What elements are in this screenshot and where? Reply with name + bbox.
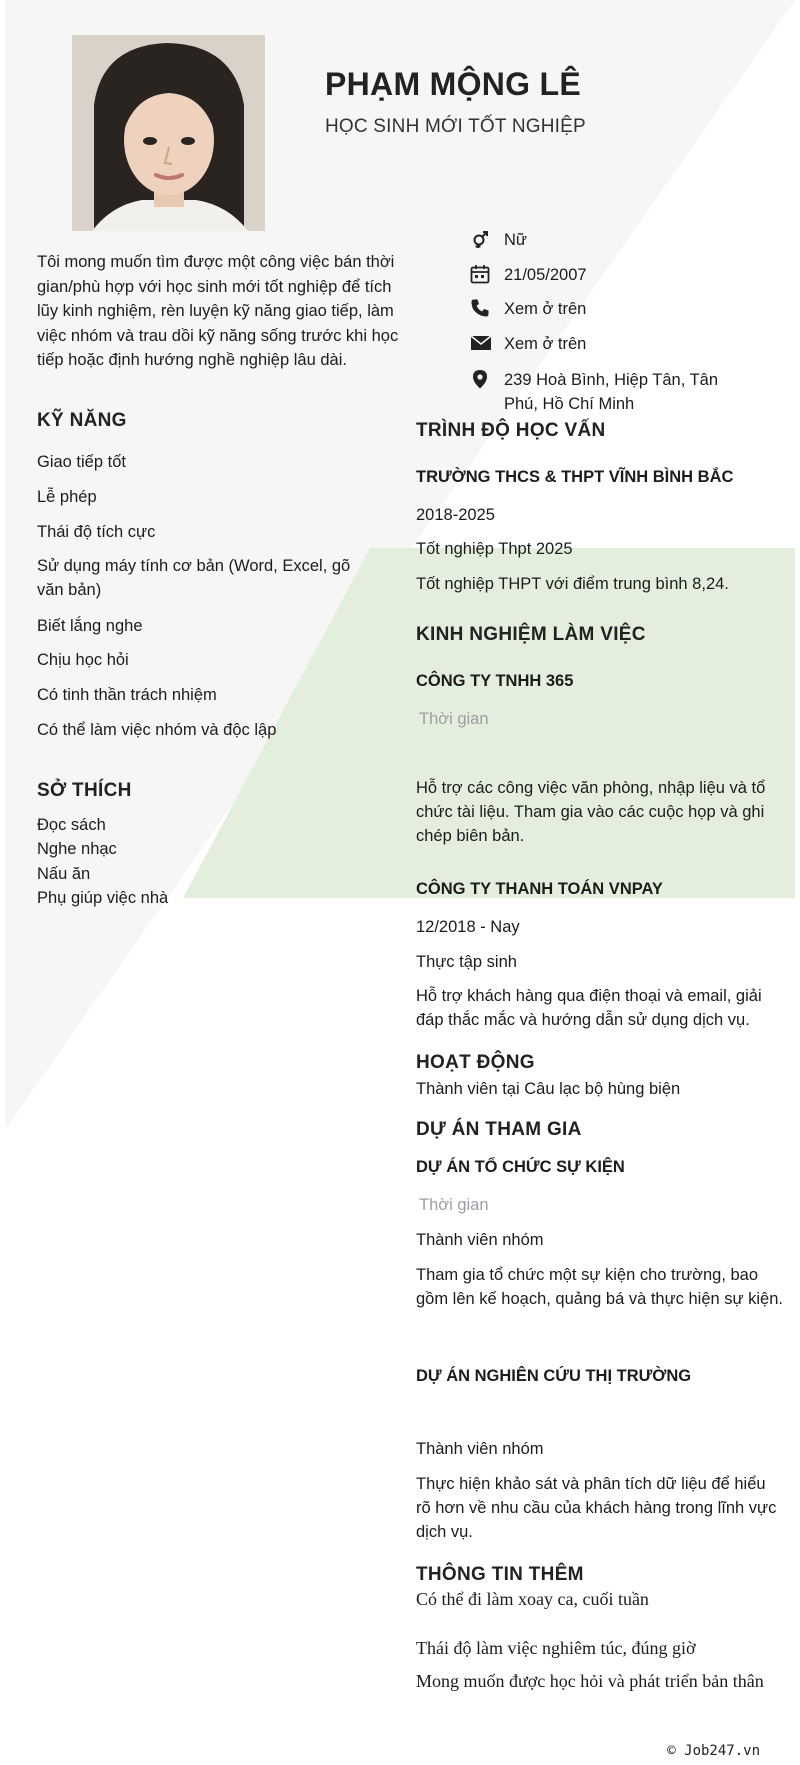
phone-icon — [470, 297, 496, 319]
project-name: DỰ ÁN NGHIÊN CỨU THỊ TRƯỜNG — [416, 1367, 692, 1385]
skill-item: Giao tiếp tốt — [37, 453, 126, 471]
project-name: DỰ ÁN TỔ CHỨC SỰ KIỆN — [416, 1158, 625, 1176]
education-degree: Tốt nghiệp Thpt 2025 — [416, 540, 573, 558]
skill-item: Lễ phép — [37, 488, 97, 506]
extra-info-heading: THÔNG TIN THÊM — [416, 1564, 584, 1585]
location-icon — [470, 368, 496, 390]
skills-heading: KỸ NĂNG — [37, 410, 127, 431]
job-time: Thời gian — [419, 710, 489, 728]
activity-item: Thành viên tại Câu lạc bộ hùng biện — [416, 1080, 681, 1098]
job-description: Hỗ trợ các công việc văn phòng, nhập liệu và tổ chức tài liệu. Tham gia vào các cuộc họp và ghi chép biên bản. — [416, 779, 766, 845]
project-description: Thực hiện khảo sát và phân tích dữ liệu để hiểu rõ hơn về nhu cầu của khách hàng trong lĩnh vực dịch vụ. — [416, 1475, 777, 1541]
calendar-icon — [470, 263, 496, 285]
extra-info-item: Thái độ làm việc nghiêm túc, đúng giờ — [416, 1638, 696, 1658]
extra-info-item: Mong muốn được học hỏi và phát triển bản thân — [416, 1671, 764, 1691]
skill-item: Biết lắng nghe — [37, 617, 143, 635]
project-description: Tham gia tổ chức một sự kiện cho trường, bao gồm lên kế hoạch, quảng bá và thực hiện sự kiện. — [416, 1266, 783, 1308]
candidate-title: HỌC SINH MỚI TỐT NGHIỆP — [325, 116, 586, 137]
project-role: Thành viên nhóm — [416, 1231, 544, 1249]
job-company: CÔNG TY THANH TOÁN VNPAY — [416, 880, 663, 898]
contact-email — [470, 332, 744, 356]
skill-item: Có thể làm việc nhóm và độc lập — [37, 721, 277, 739]
contact-gender — [470, 228, 744, 252]
job-time: 12/2018 - Nay — [416, 918, 520, 936]
activities-heading: HOẠT ĐỘNG — [416, 1052, 535, 1073]
skill-item: Sử dụng máy tính cơ bản (Word, Excel, gõ văn bản) — [37, 557, 351, 599]
extra-info-item: Có thể đi làm xoay ca, cuối tuần — [416, 1589, 649, 1609]
project-time: Thời gian — [419, 1196, 489, 1214]
project-role: Thành viên nhóm — [416, 1440, 544, 1458]
education-heading: TRÌNH ĐỘ HỌC VẤN — [416, 420, 606, 441]
education-note: Tốt nghiệp THPT với điểm trung bình 8,24. — [416, 575, 729, 593]
hobbies-heading: SỞ THÍCH — [37, 780, 132, 801]
hobby-item: Nấu ăn — [37, 865, 91, 883]
hobby-item: Nghe nhạc — [37, 840, 117, 858]
watermark: © Job247.vn — [667, 1743, 760, 1759]
gender-value: Nữ — [504, 231, 527, 249]
birthday-value: 21/05/2007 — [504, 266, 587, 284]
contact-birthday — [470, 263, 744, 287]
job-company: CÔNG TY TNHH 365 — [416, 672, 574, 690]
candidate-name: PHẠM MỘNG LÊ — [325, 66, 582, 102]
skill-item: Thái độ tích cực — [37, 523, 156, 541]
email-value: Xem ở trên — [504, 335, 587, 353]
skill-item: Chịu học hỏi — [37, 651, 129, 669]
profile-photo — [72, 35, 265, 231]
education-period: 2018-2025 — [416, 506, 495, 524]
hobby-item: Phụ giúp việc nhà — [37, 889, 169, 907]
portrait-image — [72, 35, 265, 231]
hobby-item: Đọc sách — [37, 816, 106, 834]
projects-heading: DỰ ÁN THAM GIA — [416, 1119, 582, 1140]
phone-value: Xem ở trên — [504, 300, 587, 318]
school-name: TRƯỜNG THCS & THPT VĨNH BÌNH BẮC — [416, 468, 734, 486]
gender-icon — [470, 228, 496, 250]
experience-heading: KINH NGHIỆM LÀM VIỆC — [416, 624, 646, 645]
contact-phone — [470, 297, 744, 321]
email-icon — [470, 332, 496, 354]
contact-address — [470, 368, 744, 416]
job-description: Hỗ trợ khách hàng qua điện thoại và email, giải đáp thắc mắc và hướng dẫn sử dụng dịch vụ. — [416, 987, 762, 1029]
job-role: Thực tập sinh — [416, 953, 517, 971]
skill-item: Có tinh thần trách nhiệm — [37, 686, 217, 704]
career-objective: Tôi mong muốn tìm được một công việc bán thời gian/phù hợp với học sinh mới tốt nghiệp để tích lũy kinh nghiệm, rèn luyện kỹ năng giao tiếp, làm việc nhóm và trau dồi kỹ năng sống trước khi học tiếp hoặc định hướng nghề nghiệp lâu dài. — [37, 253, 399, 369]
address-value: 239 Hoà Bình, Hiệp Tân, Tân Phú, Hồ Chí Minh — [504, 371, 719, 413]
